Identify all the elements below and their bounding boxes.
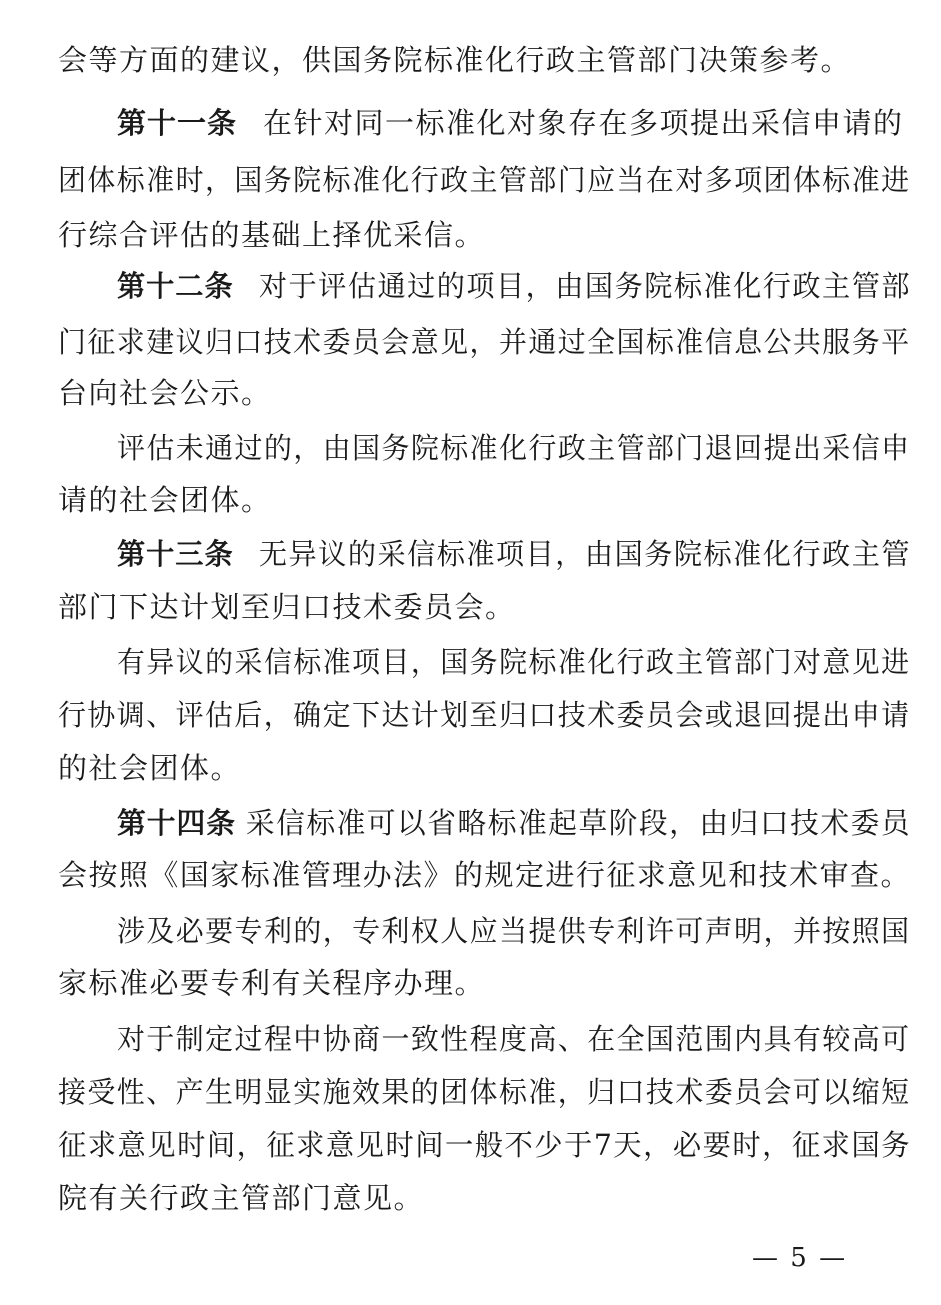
line-text: 门征求建议归口技术委员会意见，并通过全国标准信息公共服务平 [58, 325, 911, 359]
line-text: 评估未通过的，由国务院标准化行政主管部门退回提出采信申 [117, 431, 911, 465]
line-text: 行协调、评估后，确定下达计划至归口技术委员会或退回提出申请 [58, 698, 911, 732]
line-text: 的社会团体。 [58, 751, 242, 785]
article-heading: 第十四条 [117, 806, 236, 840]
line-text: 家标准必要专利有关程序办理。 [58, 966, 486, 1000]
text-line [58, 322, 910, 362]
text-line [58, 480, 272, 520]
text-line [58, 215, 485, 255]
line-text: 对于评估通过的项目，由国务院标准化行政主管部 [258, 269, 911, 303]
line-text: 院有关行政主管部门意见。 [58, 1181, 425, 1215]
line-text: 团体标准时，国务院标准化行政主管部门应当在对多项团体标准进 [58, 163, 911, 197]
line-text: 会按照《国家标准管理办法》的规定进行征求意见和技术审查。 [58, 858, 911, 892]
text-line [58, 748, 241, 788]
line-text: 请的社会团体。 [58, 483, 272, 517]
article-heading: 第十二条 [117, 269, 234, 303]
article-heading: 第十一条 [117, 106, 238, 140]
text-line [58, 855, 911, 895]
article-line [117, 534, 911, 574]
article-line [117, 103, 904, 143]
line-text: 有异议的采信标准项目，国务院标准化行政主管部门对意见进 [117, 645, 911, 679]
paragraph-line [117, 1019, 911, 1059]
text-line [58, 695, 910, 735]
line-text: 无异议的采信标准项目，由国务院标准化行政主管 [258, 537, 911, 571]
article-heading: 第十三条 [117, 537, 234, 571]
paragraph-line [117, 642, 911, 682]
line-text: 部门下达计划至归口技术委员会。 [58, 590, 516, 624]
line-text: 征求意见时间，征求意见时间一般不少于7天，必要时，征求国务 [58, 1128, 911, 1162]
text-line [58, 160, 910, 200]
text-line [58, 963, 485, 1003]
article-line [117, 266, 911, 306]
line-text: 对于制定过程中协商一致性程度高、在全国范围内具有较高可 [117, 1022, 911, 1056]
line-text: 涉及必要专利的，专利权人应当提供专利许可声明，并按照国 [117, 914, 911, 948]
text-line [58, 1178, 424, 1218]
text-line [58, 1125, 911, 1165]
line-text: 采信标准可以省略标准起草阶段，由归口技术委员 [245, 806, 912, 840]
line-text: 在针对同一标准化对象存在多项提出采信申请的 [263, 106, 904, 140]
text-line [58, 587, 516, 627]
paragraph-line [117, 911, 911, 951]
line-text: 会等方面的建议，供国务院标准化行政主管部门决策参考。 [58, 43, 852, 77]
text-line [58, 373, 272, 413]
text-line [58, 1072, 910, 1112]
page-number: — 5 — [752, 1243, 848, 1273]
text-line [58, 40, 851, 80]
line-text: 台向社会公示。 [58, 376, 272, 410]
line-text: 接受性、产生明显实施效果的团体标准，归口技术委员会可以缩短 [58, 1075, 911, 1109]
article-line [117, 803, 911, 843]
paragraph-line [117, 428, 911, 468]
line-text: 行综合评估的基础上择优采信。 [58, 218, 486, 252]
